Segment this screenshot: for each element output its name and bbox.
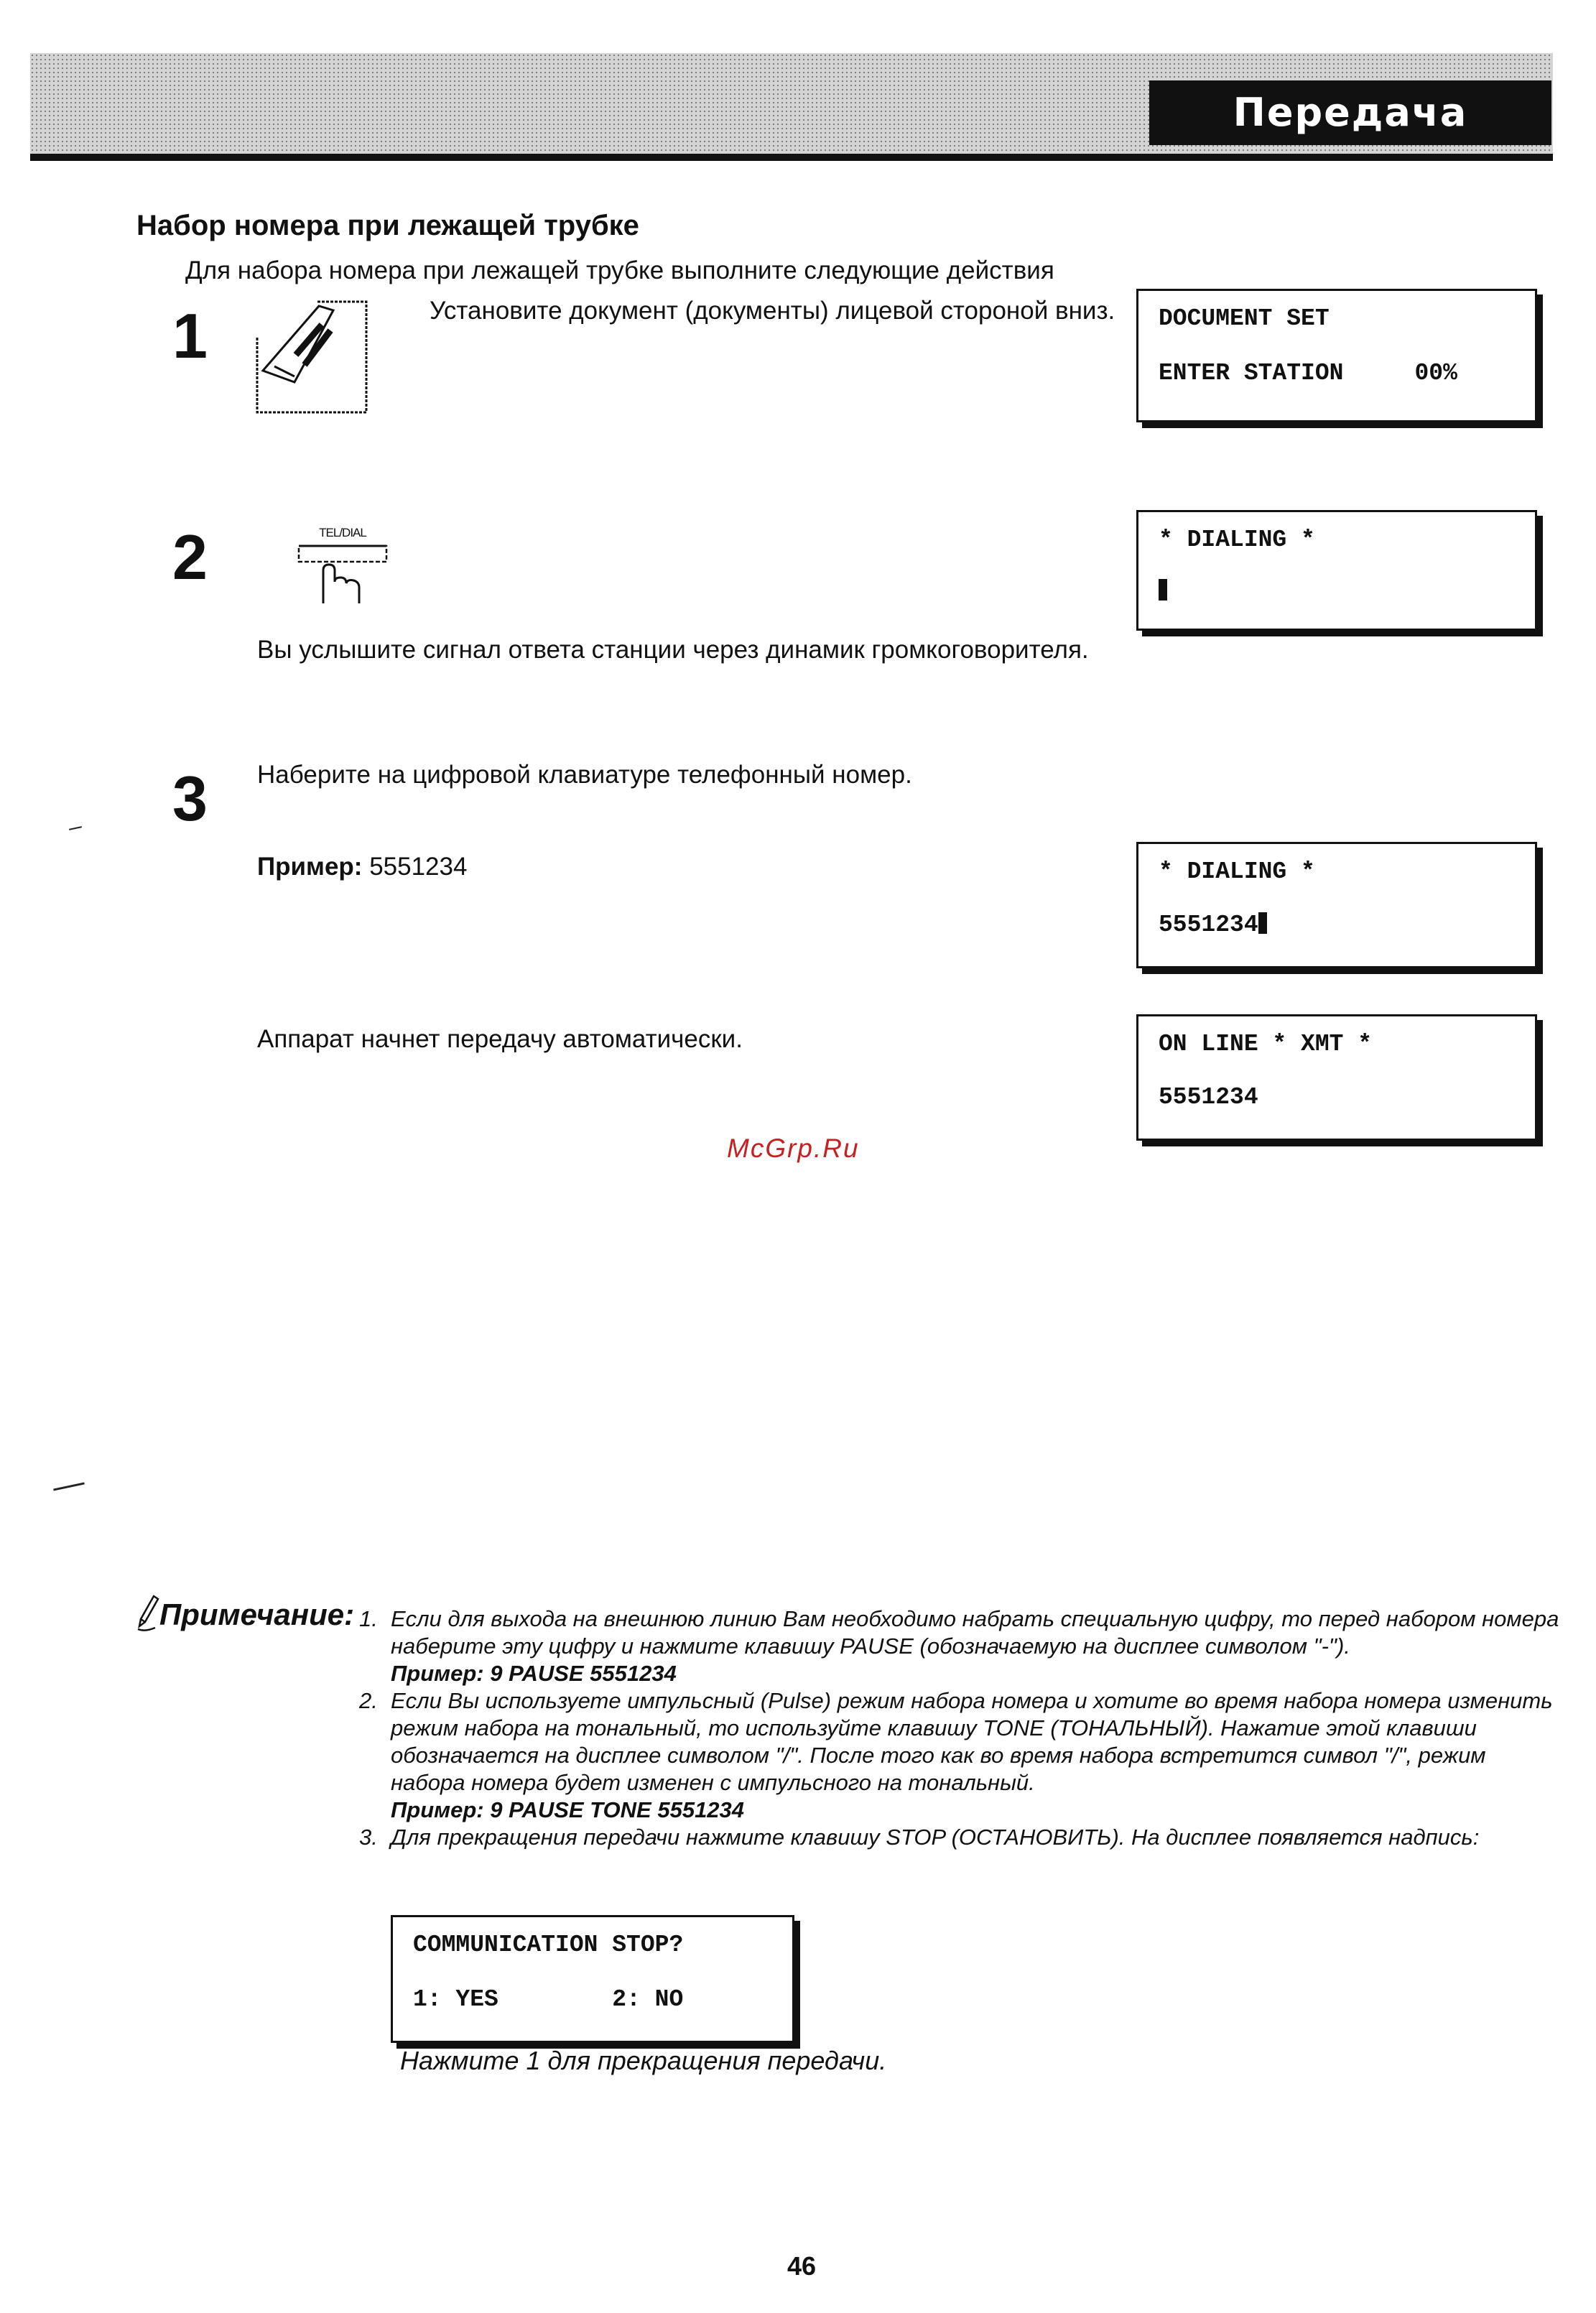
step-3-text: Наберите на цифровой клавиатуре телефонный номер. xyxy=(257,761,912,789)
chapter-title: Передача документов xyxy=(1149,80,1551,145)
step-3-example xyxy=(257,850,467,884)
note-label: Примечание: xyxy=(159,1598,355,1631)
example-label: Пример: xyxy=(257,853,363,881)
page-number: 46 xyxy=(787,2251,817,2281)
scan-mark xyxy=(53,1482,85,1491)
note-item-2 xyxy=(359,1687,1566,1824)
section-title: Набор номера при лежащей трубке xyxy=(136,210,639,241)
display-line-2: 5551234 xyxy=(1159,1084,1258,1111)
tel-dial-key xyxy=(296,526,389,606)
section-intro: Для набора номера при лежащей трубке выполните следующие действия xyxy=(185,256,1054,284)
note-item-text: Для прекращения передачи нажмите клавишу STOP (ОСТАНОВИТЬ). На дисплее появляется надпись: xyxy=(391,1825,1480,1850)
display-line-2 xyxy=(413,1986,683,2013)
note-item-1 xyxy=(359,1605,1566,1687)
display-line-1: * DIALING * xyxy=(1159,527,1315,553)
step-1-text: Установите документ (документы) лицевой стороной вниз. xyxy=(430,297,1115,325)
finger-press-icon xyxy=(296,542,389,606)
step-1-number: 1 xyxy=(172,300,208,371)
display-online-xmt xyxy=(1136,1014,1537,1141)
note-item-text: Если Вы используете импульсный (Pulse) режим набора номера и хотите во время набора номера изменить режим набора на тональный, то используйте клавишу TONE (ТОНАЛЬНЫЙ). Нажатие этой клавиши обозначается на дисплее символом "/". После того как во время набора встретится символ "/", режим набора номера будет изменен с импульсного на тональный. xyxy=(391,1688,1553,1795)
note-item-3 xyxy=(359,1824,1566,1851)
step-2-number: 2 xyxy=(172,522,208,593)
display-communication-stop xyxy=(391,1915,794,2043)
step-2-text: Вы услышите сигнал ответа станции через динамик громкоговорителя. xyxy=(257,636,1089,664)
final-instruction: Нажмите 1 для прекращения передачи. xyxy=(400,2046,887,2075)
note-list xyxy=(359,1605,1566,1851)
display-cursor xyxy=(1159,578,1167,605)
display-dialing-number xyxy=(1136,842,1537,968)
note-item-example: Пример: 9 PAUSE 5551234 xyxy=(391,1661,677,1686)
auto-transmit-text: Аппарат начнет передачу автоматически. xyxy=(257,1025,743,1053)
display-no-option: 2: NO xyxy=(612,1986,684,2013)
display-yes-option: 1: YES xyxy=(413,1986,498,2013)
display-line-1: COMMUNICATION STOP? xyxy=(413,1932,684,1958)
display-enter-station: ENTER STATION xyxy=(1159,360,1344,386)
display-line-2 xyxy=(1159,360,1457,386)
display-document-set xyxy=(1136,289,1537,422)
step-3-number: 3 xyxy=(172,763,208,834)
display-dialing xyxy=(1136,510,1537,631)
document-feed-icon xyxy=(253,296,368,417)
scan-mark xyxy=(69,826,82,830)
note-pencil-icon xyxy=(135,1593,161,1633)
display-line-1: ON LINE * XMT * xyxy=(1159,1031,1373,1057)
display-line-2: 5551234 xyxy=(1159,912,1267,938)
tel-dial-key-label: TEL/DIAL xyxy=(319,526,366,539)
note-item-number: 2. xyxy=(359,1688,378,1713)
example-value: 5551234 xyxy=(369,853,468,881)
display-line-1: * DIALING * xyxy=(1159,858,1315,885)
display-percent: 00% xyxy=(1414,360,1457,386)
note-item-number: 3. xyxy=(359,1825,378,1850)
note-item-number: 1. xyxy=(359,1606,378,1631)
note-item-text: Если для выхода на внешнюю линию Вам необходимо набрать специальную цифру, то перед набором номера наберите эту цифру и нажмите клавишу PAUSE (обозначаемую на дисплее символом "-"). xyxy=(391,1606,1559,1659)
display-line-1: DOCUMENT SET xyxy=(1159,305,1330,332)
watermark: McGrp.Ru xyxy=(727,1134,860,1163)
note-item-example: Пример: 9 PAUSE TONE 5551234 xyxy=(391,1797,745,1822)
